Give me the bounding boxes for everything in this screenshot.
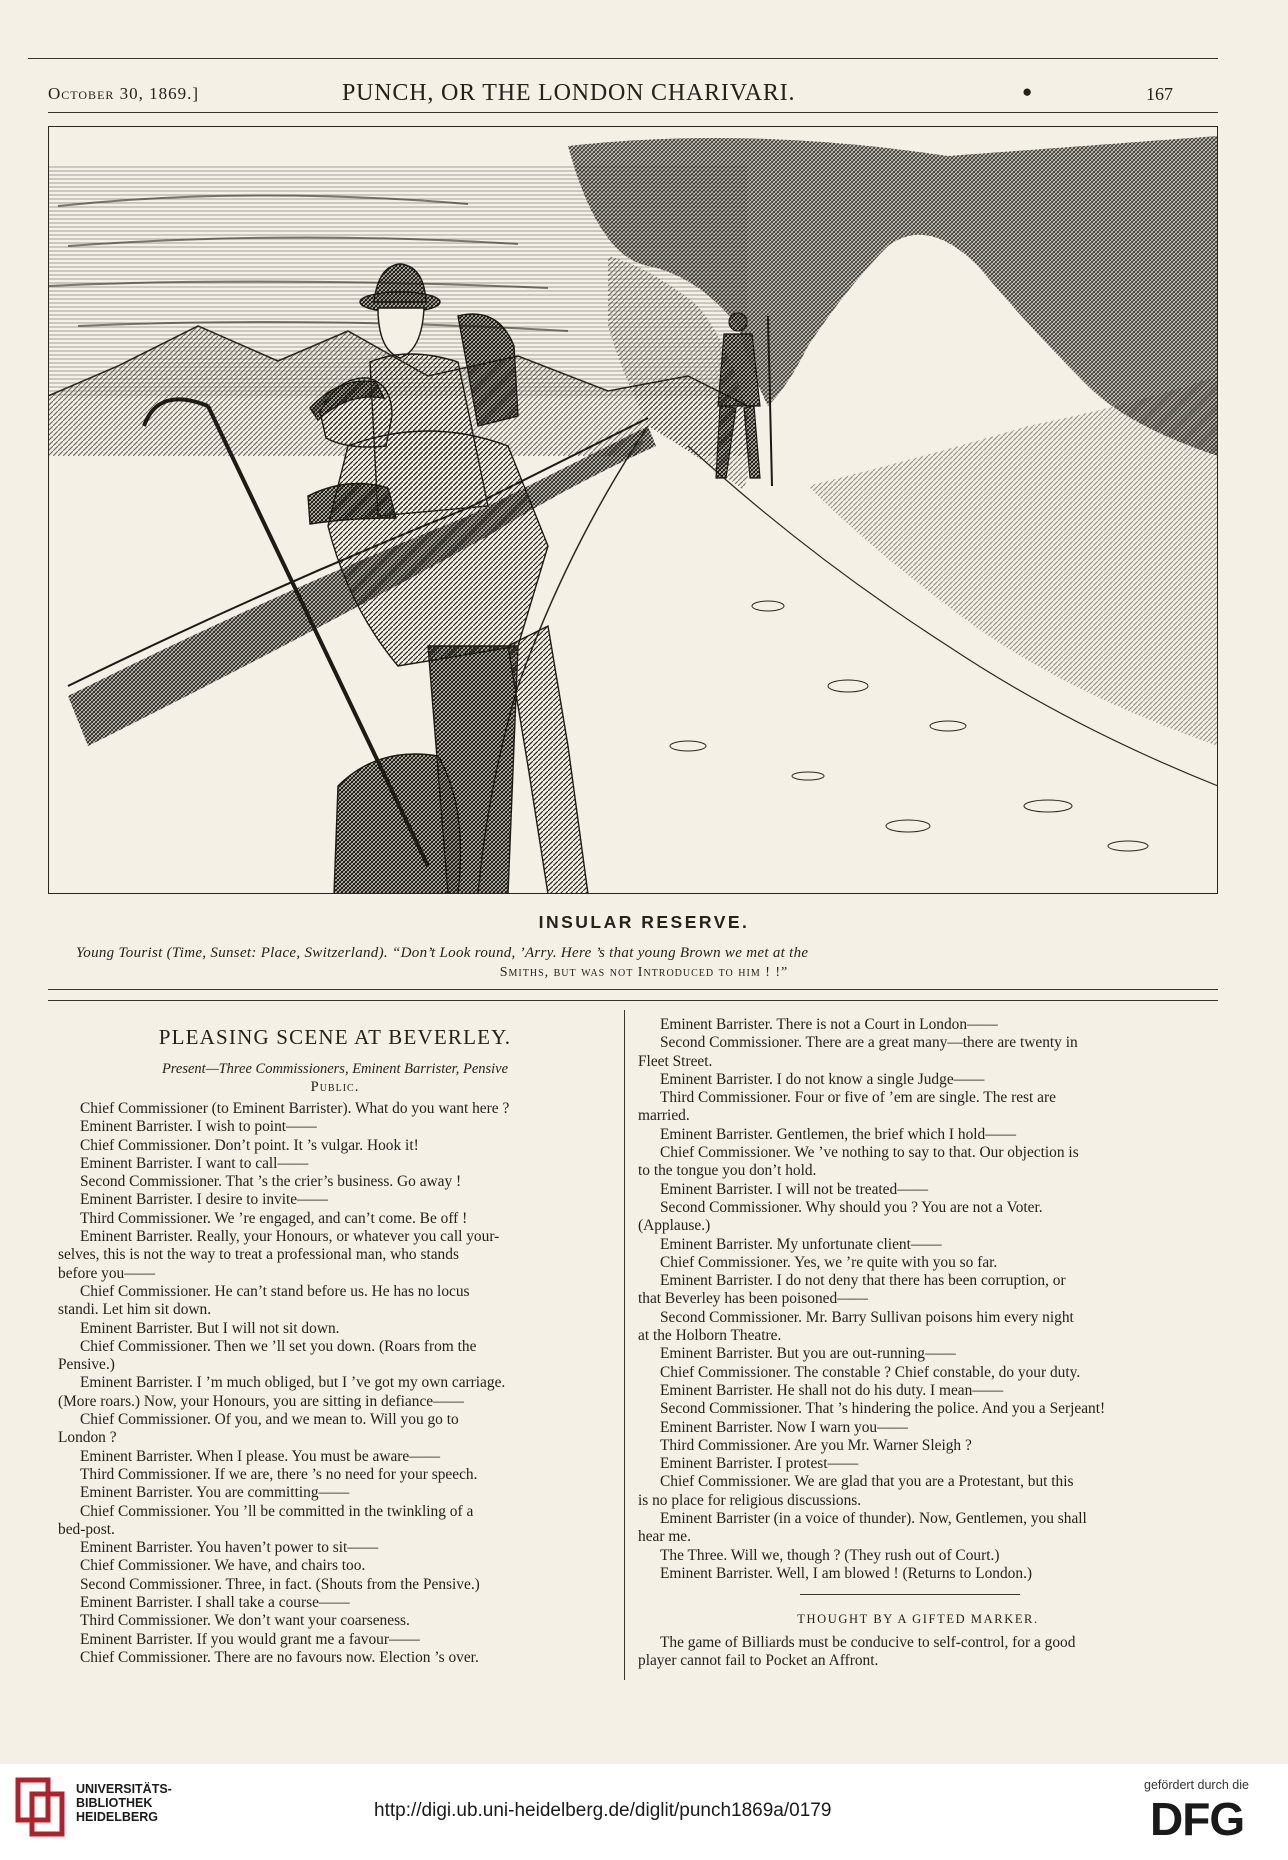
right-line-31: Eminent Barrister. Well, I am blowed ! (Returns to London.) (660, 1564, 1033, 1582)
left-line-22: Eminent Barrister. You are committing—— (80, 1484, 350, 1502)
left-line-2: Eminent Barrister. I wish to point—— (80, 1118, 317, 1136)
right-line-18: at the Holborn Theatre. (638, 1327, 782, 1345)
note-line-2: player cannot fail to Pocket an Affront. (638, 1652, 879, 1670)
left-line-10: before you—— (58, 1264, 156, 1282)
left-line-8: Eminent Barrister. Really, your Honours, or whatever you call your- (80, 1228, 500, 1246)
left-line-12: standi. Let him sit down. (58, 1301, 212, 1319)
right-line-12: (Applause.) (638, 1217, 711, 1235)
right-line-3: Fleet Street. (638, 1052, 713, 1070)
header-rule (48, 112, 1218, 113)
right-line-26: Chief Commissioner. We are glad that you are a Protestant, but this (660, 1473, 1074, 1491)
ub-logo-icon (14, 1776, 68, 1838)
left-line-28: Eminent Barrister. I shall take a course—— (80, 1594, 350, 1612)
article-present-line1: Present—Three Commissioners, Eminent Barrister, Pensive (161, 1061, 509, 1077)
right-line-25: Eminent Barrister. I protest—— (660, 1455, 859, 1473)
left-line-4: Eminent Barrister. I want to call—— (80, 1154, 309, 1172)
header-rule-top (28, 58, 1218, 59)
left-line-19: London ? (58, 1429, 117, 1447)
right-line-8: Chief Commissioner. We ’ve nothing to say to that. Our objection is (660, 1144, 1079, 1162)
right-line-20: Chief Commissioner. The constable ? Chief constable, do your duty. (660, 1363, 1081, 1381)
right-line-15: Eminent Barrister. I do not deny that there has been corruption, or (660, 1272, 1066, 1290)
cartoon-title: INSULAR RESERVE. (538, 912, 750, 932)
right-line-28: Eminent Barrister (in a voice of thunder). Now, Gentlemen, you shall (660, 1510, 1087, 1528)
article-right-column (638, 1016, 1198, 1583)
left-line-1: Chief Commissioner (to Eminent Barrister). What do you want here ? (80, 1100, 510, 1117)
left-line-30: Eminent Barrister. If you would grant me a favour—— (80, 1630, 420, 1648)
section-rule-1 (48, 989, 1218, 990)
article-present-line2: Public. (310, 1079, 360, 1095)
cartoon-caption-line1: Young Tourist (Time, Sunset: Place, Switzerland). “Don’t Look round, ’Arry. Here ’s that young Brown we met at the (76, 945, 809, 961)
right-line-29: hear me. (638, 1528, 691, 1546)
right-line-21: Eminent Barrister. He shall not do his duty. I mean—— (660, 1381, 1004, 1399)
right-line-9: to the tongue you don’t hold. (638, 1162, 817, 1180)
library-name: UNIVERSITÄTS- BIBLIOTHEK HEIDELBERG (76, 1782, 172, 1824)
left-line-16: Eminent Barrister. I ’m much obliged, but I ’ve got my own carriage. (80, 1374, 506, 1392)
left-line-25: Eminent Barrister. You haven’t power to sit—— (80, 1539, 379, 1557)
left-line-6: Eminent Barrister. I desire to invite—— (80, 1191, 328, 1209)
note-rule (800, 1594, 1020, 1595)
right-line-7: Eminent Barrister. Gentlemen, the brief which I hold—— (660, 1125, 1017, 1143)
right-line-2: Second Commissioner. There are a great many—there are twenty in (660, 1034, 1078, 1052)
right-line-19: Eminent Barrister. But you are out-running—— (660, 1345, 956, 1363)
left-line-18: Chief Commissioner. Of you, and we mean to. Will you go to (80, 1411, 459, 1429)
left-line-26: Chief Commissioner. We have, and chairs too. (80, 1557, 366, 1575)
note-heading: THOUGHT BY A GIFTED MARKER. (797, 1612, 1039, 1626)
left-line-3: Chief Commissioner. Don’t point. It ’s vulgar. Hook it! (80, 1136, 419, 1154)
article-left-column (58, 1024, 612, 1667)
right-line-5: Third Commissioner. Four or five of ’em are single. The rest are (660, 1089, 1056, 1107)
note-line-1: The game of Billiards must be conducive to self-control, for a good (660, 1634, 1076, 1651)
right-line-17: Second Commissioner. Mr. Barry Sullivan poisons him every night (660, 1308, 1074, 1326)
dfg-logo: DFG (1150, 1793, 1245, 1845)
left-line-11: Chief Commissioner. He can’t stand before us. He has no locus (80, 1282, 470, 1300)
header-date: October 30, 1869.] (48, 84, 200, 103)
right-line-16: that Beverley has been poisoned—— (638, 1290, 868, 1308)
right-line-14: Chief Commissioner. Yes, we ’re quite with you so far. (660, 1253, 998, 1271)
right-line-24: Third Commissioner. Are you Mr. Warner Sleigh ? (660, 1436, 972, 1454)
left-line-31: Chief Commissioner. There are no favours now. Election ’s over. (80, 1648, 479, 1666)
digitization-footer (0, 1764, 1288, 1860)
left-line-17: (More roars.) Now, your Honours, you are sitting in defiance—— (58, 1392, 464, 1410)
right-line-23: Eminent Barrister. Now I warn you—— (660, 1418, 908, 1436)
permalink-url[interactable]: http://digi.ub.uni-heidelberg.de/diglit/punch1869a/0179 (374, 1800, 832, 1821)
header-dot: ● (1022, 82, 1033, 101)
column-divider (624, 1010, 625, 1680)
left-line-23: Chief Commissioner. You ’ll be committed in the twinkling of a (80, 1502, 474, 1520)
left-line-5: Second Commissioner. That ’s the crier’s business. Go away ! (80, 1173, 462, 1191)
left-line-20: Eminent Barrister. When I please. You must be aware—— (80, 1447, 441, 1465)
right-line-30: The Three. Will we, though ? (They rush out of Court.) (660, 1546, 1000, 1564)
right-line-4: Eminent Barrister. I do not know a single Judge—— (660, 1070, 985, 1088)
left-line-27: Second Commissioner. Three, in fact. (Shouts from the Pensive.) (80, 1575, 480, 1593)
right-line-10: Eminent Barrister. I will not be treated—— (660, 1180, 928, 1198)
sponsor-text: gefördert durch die (1144, 1778, 1249, 1792)
cartoon-caption-line2: Smiths, but was not Introduced to him ! !” (499, 965, 789, 980)
right-line-6: married. (638, 1107, 690, 1125)
left-line-24: bed-post. (58, 1520, 115, 1538)
page-number: 167 (1146, 84, 1173, 104)
left-line-15: Pensive.) (58, 1356, 115, 1374)
right-line-11: Second Commissioner. Why should you ? You are not a Voter. (660, 1198, 1043, 1216)
section-rule-2 (48, 1000, 1218, 1001)
right-line-27: is no place for religious discussions. (638, 1491, 862, 1509)
left-line-7: Third Commissioner. We ’re engaged, and can’t come. Be off ! (80, 1209, 468, 1227)
left-line-29: Third Commissioner. We don’t want your coarseness. (80, 1612, 410, 1630)
note-body (638, 1634, 1198, 1671)
right-line-22: Second Commissioner. That ’s hindering the police. And you a Serjeant! (660, 1400, 1106, 1418)
left-line-9: selves, this is not the way to treat a professional man, who stands (58, 1246, 459, 1264)
article-title: PLEASING SCENE AT BEVERLEY. (158, 1025, 512, 1049)
right-line-1: Eminent Barrister. There is not a Court in London—— (660, 1016, 998, 1033)
left-line-14: Chief Commissioner. Then we ’ll set you down. (Roars from the (80, 1337, 477, 1355)
right-line-13: Eminent Barrister. My unfortunate client—— (660, 1235, 942, 1253)
header-title: PUNCH, OR THE LONDON CHARIVARI. (342, 80, 796, 106)
cartoon-illustration (48, 126, 1218, 894)
left-line-13: Eminent Barrister. But I will not sit down. (80, 1319, 340, 1337)
left-line-21: Third Commissioner. If we are, there ’s no need for your speech. (80, 1465, 478, 1483)
